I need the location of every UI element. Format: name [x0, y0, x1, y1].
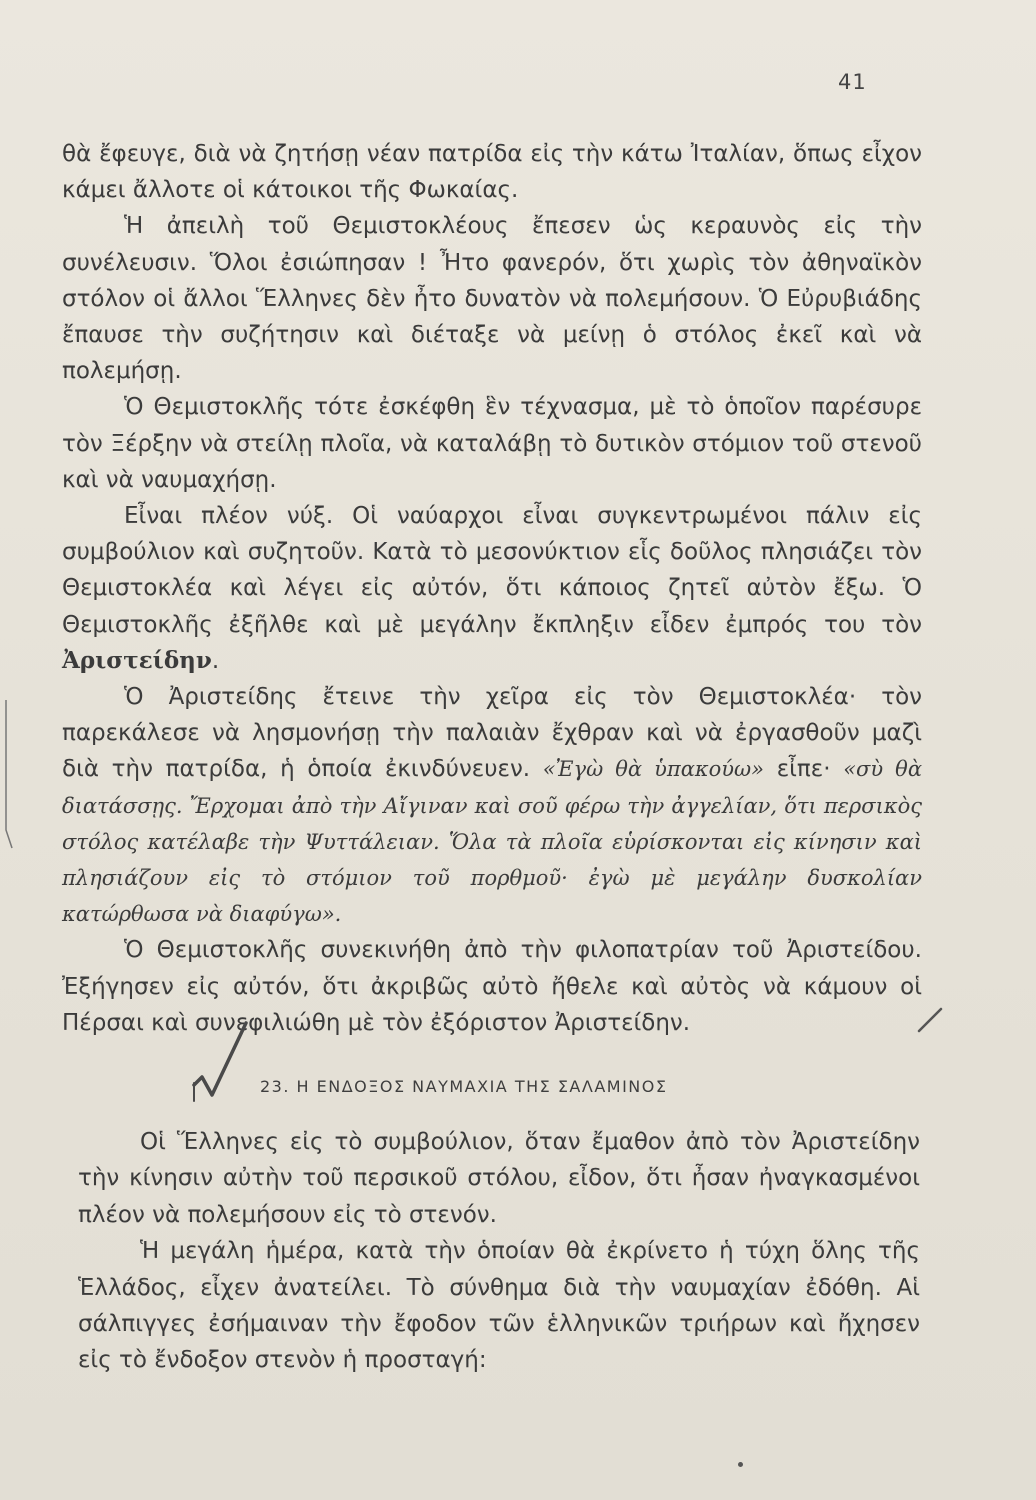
page-number: 41	[838, 70, 867, 94]
paragraph-4	[62, 498, 922, 679]
quote-aristeides-2: «σὺ θὰ διατάσσῃς. Ἔρχομαι ἀπὸ τὴν Αἴγιναν καὶ σοῦ φέρω τὴν ἀγγελίαν, ὅτι περσικὸς στόλος κατέλαβε τὴν Ψυττάλειαν. Ὅλα τὰ πλοῖα εὑρίσκονται εἰς κίνησιν καὶ πλησιάζουν εἰς τὸ στόμιον τοῦ πορθμοῦ· ἐγὼ μὲ μεγάλην δυσκολίαν κατώρθωσα νὰ διαφύγω».	[62, 757, 922, 927]
paragraph-5-text: Ὁ Ἀριστείδης ἔτεινε τὴν χεῖρα εἰς τὸν Θεμιστοκλέα· τὸν παρεκάλεσε νὰ λησμονήσῃ τὴν παλαιὰν ἔχθραν καὶ νὰ ἐργασθοῦν μαζὶ διὰ τὴν πατρίδα, ἡ ὁποία ἐκινδύνευεν.	[62, 684, 922, 783]
margin-pencil-mark	[0, 700, 14, 850]
paragraph-5-middle: εἶπε·	[764, 756, 844, 783]
pencil-slash-mark	[915, 1005, 945, 1035]
quote-aristeides-1: «Ἐγὼ θὰ ὑπακούω»	[542, 757, 765, 782]
ink-dot	[738, 1462, 743, 1467]
paragraph-6: Ὁ Θεμιστοκλῆς συνεκινήθη ἀπὸ τὴν φιλοπατρίαν τοῦ Ἀριστείδου. Ἐξήγησεν εἰς αὐτόν, ὅτι ἀκριβῶς αὐτὸ ἤθελε καὶ αὐτὸς νὰ κάμουν οἱ Πέρσαι καὶ συνεφιλιώθη μὲ τὸν ἐξόριστον Ἀριστείδην.	[62, 937, 922, 1036]
paragraph-2: Ἡ ἀπειλὴ τοῦ Θεμιστοκλέους ἔπεσεν ὡς κεραυνὸς εἰς τὴν συνέλευσιν. Ὅλοι ἐσιώπησαν ! Ἦτο φανερόν, ὅτι χωρὶς τὸν ἀθηναϊκὸν στόλον οἱ ἄλλοι Ἕλληνες δὲν ἦτο δυνατὸν νὰ πολεμήσουν. Ὁ Εὐρυβιάδης ἔπαυσε τὴν συζήτησιν καὶ διέταξε νὰ μείνῃ ὁ στόλος ἐκεῖ καὶ νὰ πολεμήσῃ.	[62, 213, 922, 385]
section-heading: 23. Η ΕΝΔΟΞΟΣ ΝΑΥΜΑΧΙΑ ΤΗΣ ΣΑΛΑΜΙΝΟΣ	[260, 1077, 668, 1096]
aristeides-name-bold: Ἀριστείδην	[62, 646, 212, 674]
paragraph-4-text: Εἶναι πλέον νύξ. Οἱ ναύαρχοι εἶναι συγκεντρωμένοι πάλιν εἰς συμβούλιον καὶ συζητοῦν. Κατὰ τὸ μεσονύκτιον εἷς δοῦλος πλησιάζει τὸν Θεμιστοκλέα καὶ λέγει εἰς αὐτόν, ὅτι κάποιος ζητεῖ αὐτὸν ἔξω. Ὁ Θεμιστοκλῆς ἐξῆλθε καὶ μὲ μεγάλην ἔκπληξιν εἶδεν ἐμπρός του τὸν	[62, 503, 922, 638]
paragraph-1: θὰ ἔφευγε, διὰ νὰ ζητήσῃ νέαν πατρίδα εἰς τὴν κάτω Ἰταλίαν, ὅπως εἶχον κάμει ἄλλοτε οἱ κάτοικοι τῆς Φωκαίας.	[62, 141, 922, 204]
section-paragraph-1: Οἱ Ἕλληνες εἰς τὸ συμβούλιον, ὅταν ἔμαθον ἀπὸ τὸν Ἀριστείδην τὴν κίνησιν αὐτὴν τοῦ περσικοῦ στόλου, εἶδον, ὅτι ἦσαν ἠναγκασμένοι πλέον νὰ πολεμήσουν εἰς τὸ στενόν.	[78, 1129, 920, 1228]
section-paragraph-2: Ἡ μεγάλη ἡμέρα, κατὰ τὴν ὁποίαν θὰ ἐκρίνετο ἡ τύχη ὅλης τῆς Ἑλλάδος, εἶχεν ἀνατείλει. Τὸ σύνθημα διὰ τὴν ναυμαχίαν ἐδόθη. Αἱ σάλπιγγες ἐσήμαιναν τὴν ἔφοδον τῶν ἑλληνικῶν τριήρων καὶ ἤχησεν εἰς τὸ ἔνδοξον στενὸν ἡ προσταγή:	[78, 1238, 920, 1374]
section-text-block	[78, 1124, 920, 1379]
paragraph-4-end: .	[211, 647, 220, 674]
paragraph-5	[62, 679, 922, 932]
paragraph-3: Ὁ Θεμιστοκλῆς τότε ἐσκέφθη ἓν τέχνασμα, μὲ τὸ ὁποῖον παρέσυρε τὸν Ξέρξην νὰ στείλῃ πλοῖα, νὰ καταλάβῃ τὸ δυτικὸν στόμιον τοῦ στενοῦ καὶ νὰ ναυμαχήσῃ.	[62, 394, 922, 493]
main-text-block	[62, 136, 922, 1041]
